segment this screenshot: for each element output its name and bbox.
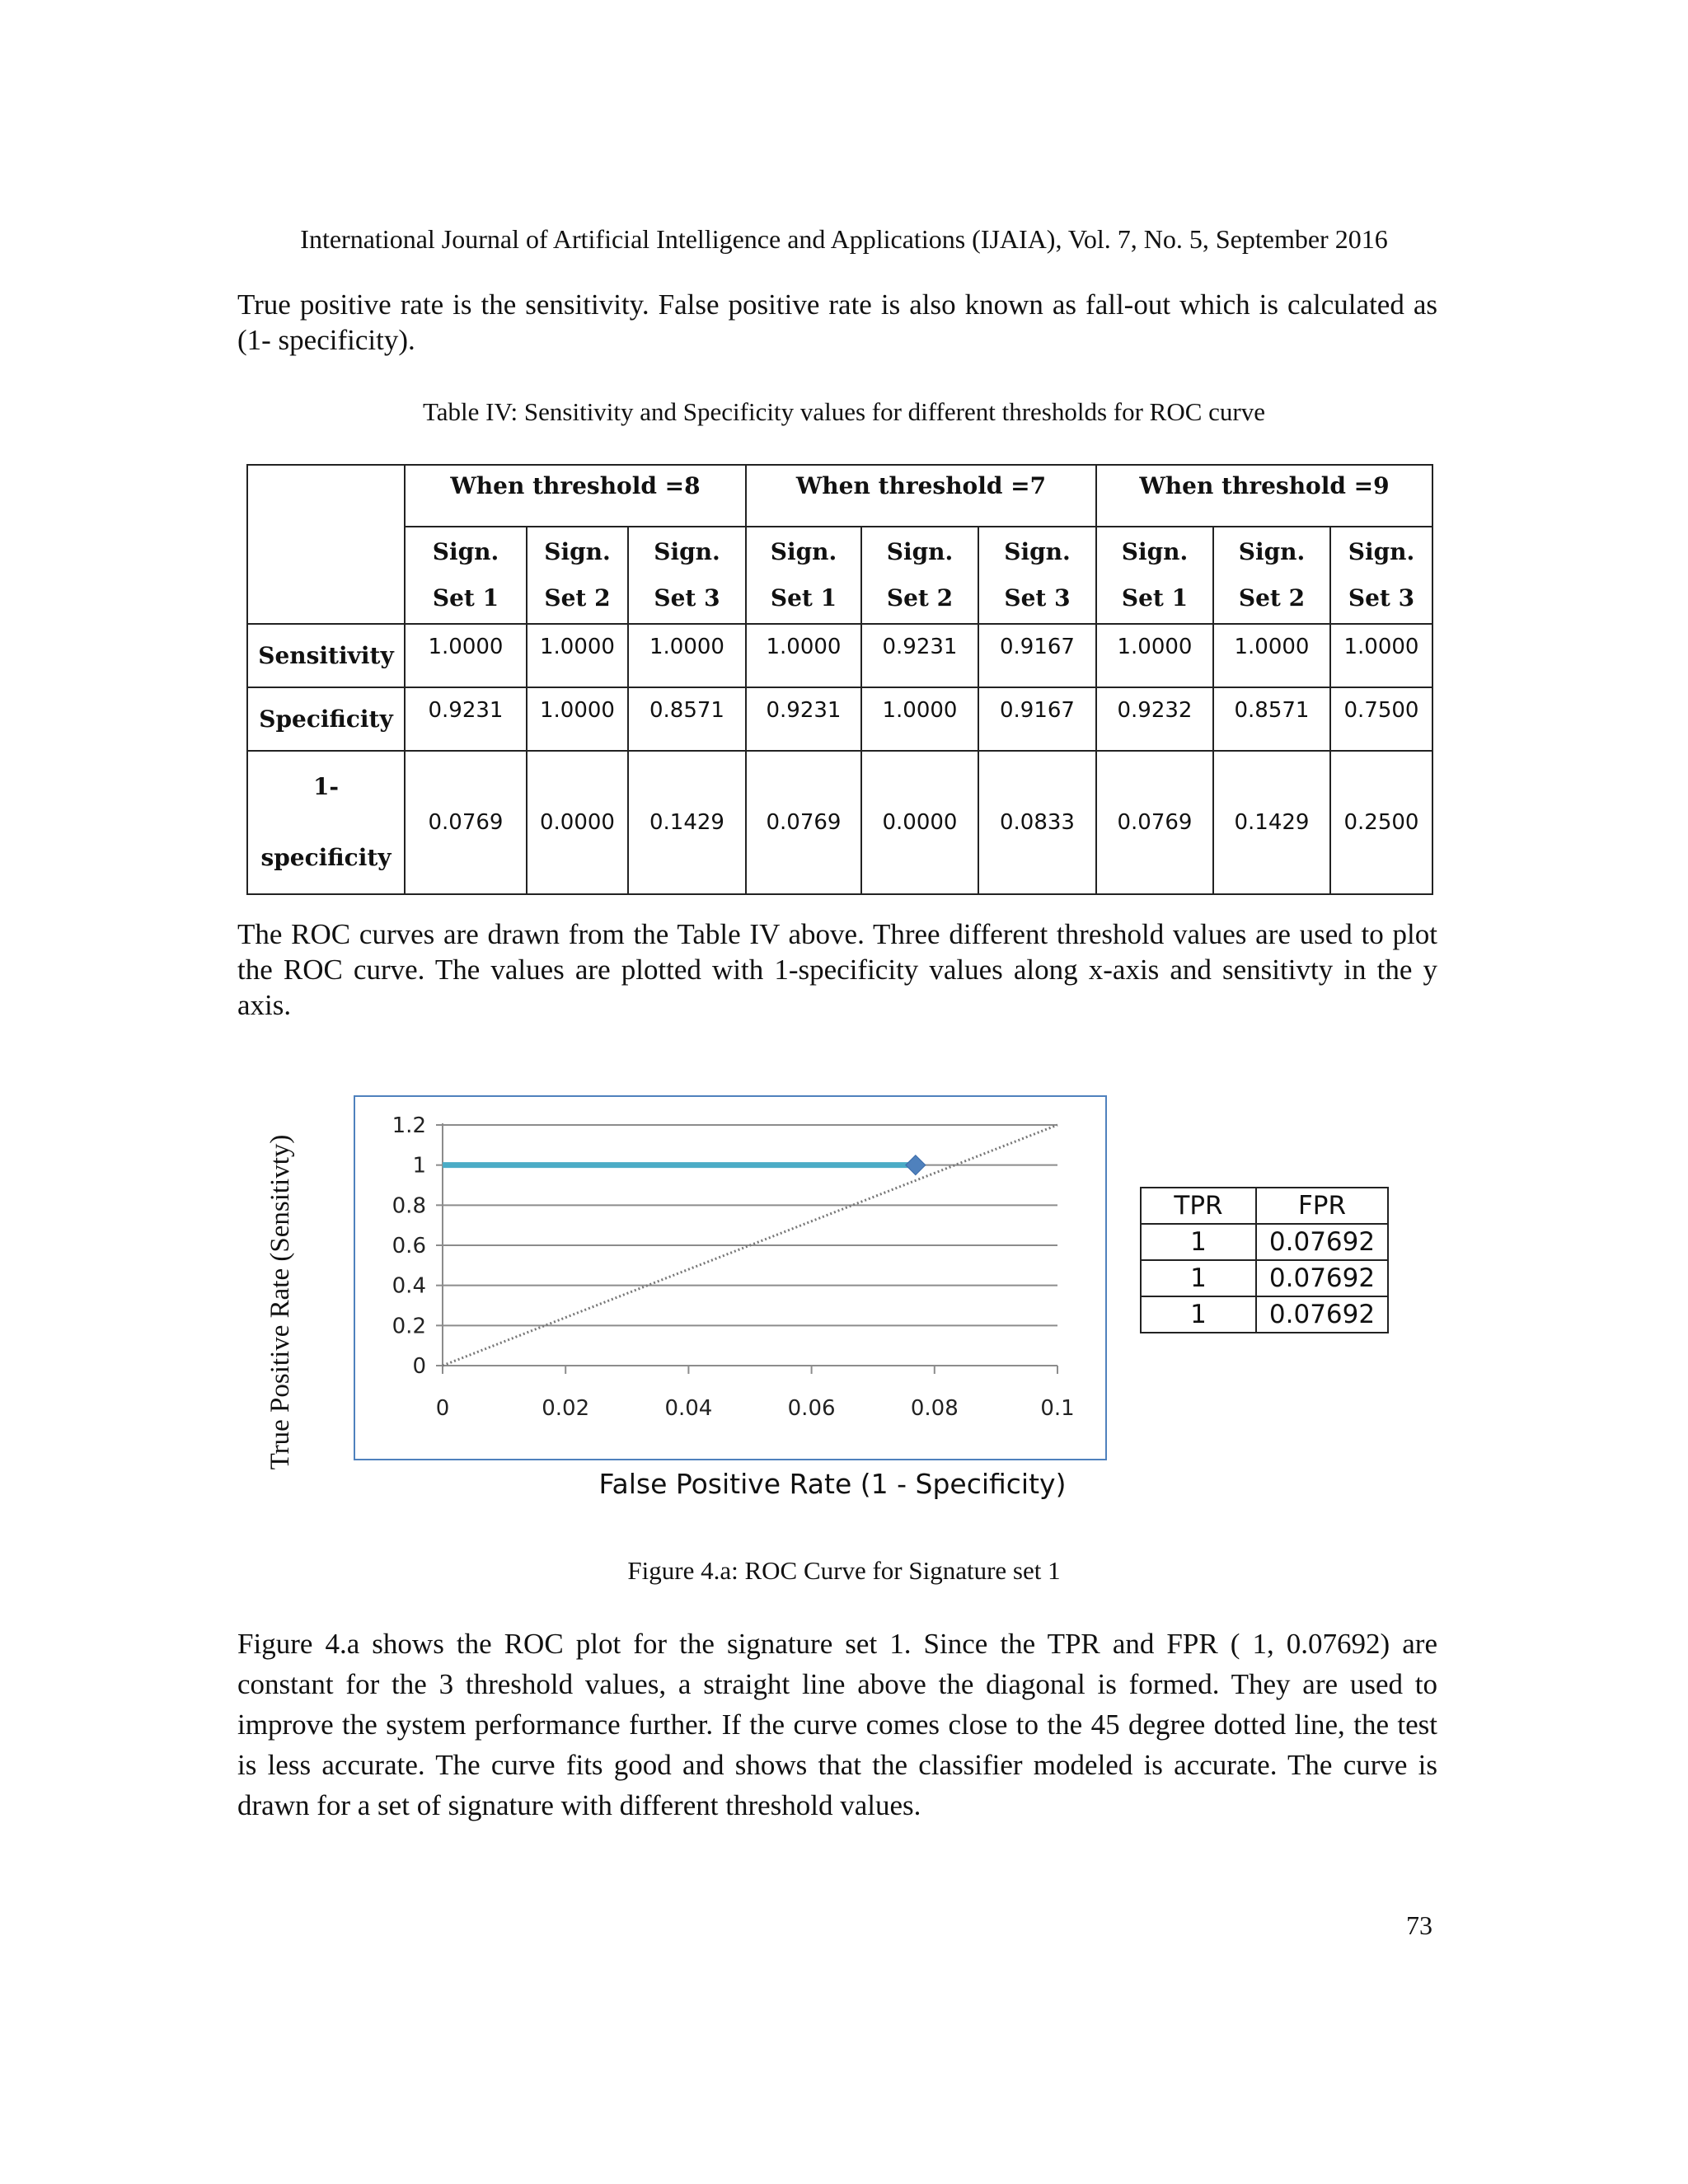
paragraph-discussion: Figure 4.a shows the ROC plot for the signature set 1. Since the TPR and FPR ( 1, 0.07692) are constant for the 3 threshold values, a straight line above the diagonal is formed. They are used to improve the system performance further. If the curve comes close to the 45 degree dotted line, the test is less accurate. The curve fits good and shows that the classifier modeled is accurate. The curve is drawn for a set of signature with different threshold values.	[237, 1628, 1437, 1821]
table-cell: 1.0000	[1330, 624, 1432, 687]
table-cell: 1.0000	[746, 624, 861, 687]
table-cell: 1.0000	[405, 624, 527, 687]
table-cell: 0.07692	[1256, 1224, 1388, 1260]
table-cell: 0.1429	[1213, 751, 1330, 894]
paragraph-intro: True positive rate is the sensitivity. False positive rate is also known as fall-out which is calculated as (1- specificity).	[237, 288, 1437, 356]
x-tick-label: 0.06	[787, 1396, 836, 1421]
roc-chart	[264, 1063, 1113, 1508]
y-tick-label: 1	[412, 1153, 426, 1179]
table-iv	[246, 464, 1433, 895]
y-tick-label: 0.2	[392, 1314, 426, 1339]
row-label: Specificity	[247, 687, 405, 751]
y-tick-label: 0	[412, 1354, 426, 1379]
column-header: Sign. Set 1	[405, 527, 527, 624]
table-cell: 0.07692	[1256, 1296, 1388, 1333]
table-cell: 1	[1141, 1260, 1256, 1296]
table-header-row	[1141, 1188, 1388, 1224]
table-cell: 0.9232	[1096, 687, 1213, 751]
group-header: When threshold =9	[1096, 465, 1432, 527]
column-header: Sign. Set 2	[527, 527, 628, 624]
column-header: TPR	[1141, 1188, 1256, 1224]
table-cell: 0.9231	[746, 687, 861, 751]
table-cell: 0.7500	[1330, 687, 1432, 751]
table-cell: 1.0000	[1096, 624, 1213, 687]
group-header: When threshold =8	[405, 465, 746, 527]
y-tick-label: 0.4	[392, 1273, 426, 1299]
figure-caption: Figure 4.a: ROC Curve for Signature set 1	[627, 1556, 1061, 1585]
table-cell: 0.9167	[978, 687, 1096, 751]
table-cell: 1.0000	[527, 624, 628, 687]
table-row	[1141, 1260, 1388, 1296]
table-row	[247, 751, 1432, 894]
x-tick-label: 0	[435, 1396, 450, 1421]
column-header: Sign. Set 1	[1096, 527, 1213, 624]
y-axis-label: True Positive Rate (Sensitivty)	[265, 1134, 295, 1470]
table-cell: 0.9167	[978, 624, 1096, 687]
paragraph-roc-description: The ROC curves are drawn from the Table IV above. Three different threshold values are used to plot the ROC curve. The values are plotted with 1-specificity values along x-axis and sensitivty in the y axis.	[237, 918, 1437, 1021]
table-caption: Table IV: Sensitivity and Specificity values for different thresholds for ROC curve	[422, 397, 1266, 426]
table-corner	[247, 465, 405, 624]
table-cell: 0.0000	[527, 751, 628, 894]
y-tick-label: 1.2	[392, 1113, 426, 1138]
group-header: When threshold =7	[746, 465, 1096, 527]
table-cell: 1	[1141, 1224, 1256, 1260]
table-cell: 0.0000	[861, 751, 978, 894]
page-number: 73	[1406, 1910, 1432, 1940]
column-header: Sign. Set 3	[1330, 527, 1432, 624]
column-header: Sign. Set 1	[746, 527, 861, 624]
plot-area-frame	[354, 1096, 1106, 1460]
table-cell: 0.0769	[1096, 751, 1213, 894]
table-row	[247, 624, 1432, 687]
column-header: Sign. Set 3	[978, 527, 1096, 624]
table-cell: 0.8571	[1213, 687, 1330, 751]
table-cell: 0.9231	[405, 687, 527, 751]
x-tick-label: 0.08	[910, 1396, 959, 1421]
table-cell: 0.1429	[628, 751, 746, 894]
table-cell: 0.0769	[746, 751, 861, 894]
table-cell: 0.07692	[1256, 1260, 1388, 1296]
tpr-fpr-table	[1140, 1187, 1389, 1333]
column-header: FPR	[1256, 1188, 1388, 1224]
table-cell: 1.0000	[628, 624, 746, 687]
row-label: Sensitivity	[247, 624, 405, 687]
y-tick-label: 0.6	[392, 1234, 426, 1258]
y-tick-label: 0.8	[392, 1193, 426, 1219]
table-cell: 0.2500	[1330, 751, 1432, 894]
column-header: Sign. Set 2	[1213, 527, 1330, 624]
table-cell: 1.0000	[527, 687, 628, 751]
x-axis-label: False Positive Rate (1 - Specificity)	[598, 1468, 1067, 1500]
row-label: 1- specificity	[247, 751, 405, 894]
table-cell: 0.0769	[405, 751, 527, 894]
column-header: Sign. Set 3	[628, 527, 746, 624]
table-row	[247, 687, 1432, 751]
table-cell: 0.9231	[861, 624, 978, 687]
table-cell: 1.0000	[861, 687, 978, 751]
table-row	[1141, 1296, 1388, 1333]
x-tick-label: 0.1	[1040, 1396, 1075, 1421]
table-cell: 0.8571	[628, 687, 746, 751]
column-header: Sign. Set 2	[861, 527, 978, 624]
table-cell: 1.0000	[1213, 624, 1330, 687]
x-tick-label: 0.02	[542, 1396, 590, 1421]
table-cell: 1	[1141, 1296, 1256, 1333]
table-row	[1141, 1224, 1388, 1260]
running-header: International Journal of Artificial Intelligence and Applications (IJAIA), Vol. 7, No. 5, September 2016	[300, 224, 1388, 254]
x-tick-label: 0.04	[664, 1396, 713, 1421]
table-cell: 0.0833	[978, 751, 1096, 894]
